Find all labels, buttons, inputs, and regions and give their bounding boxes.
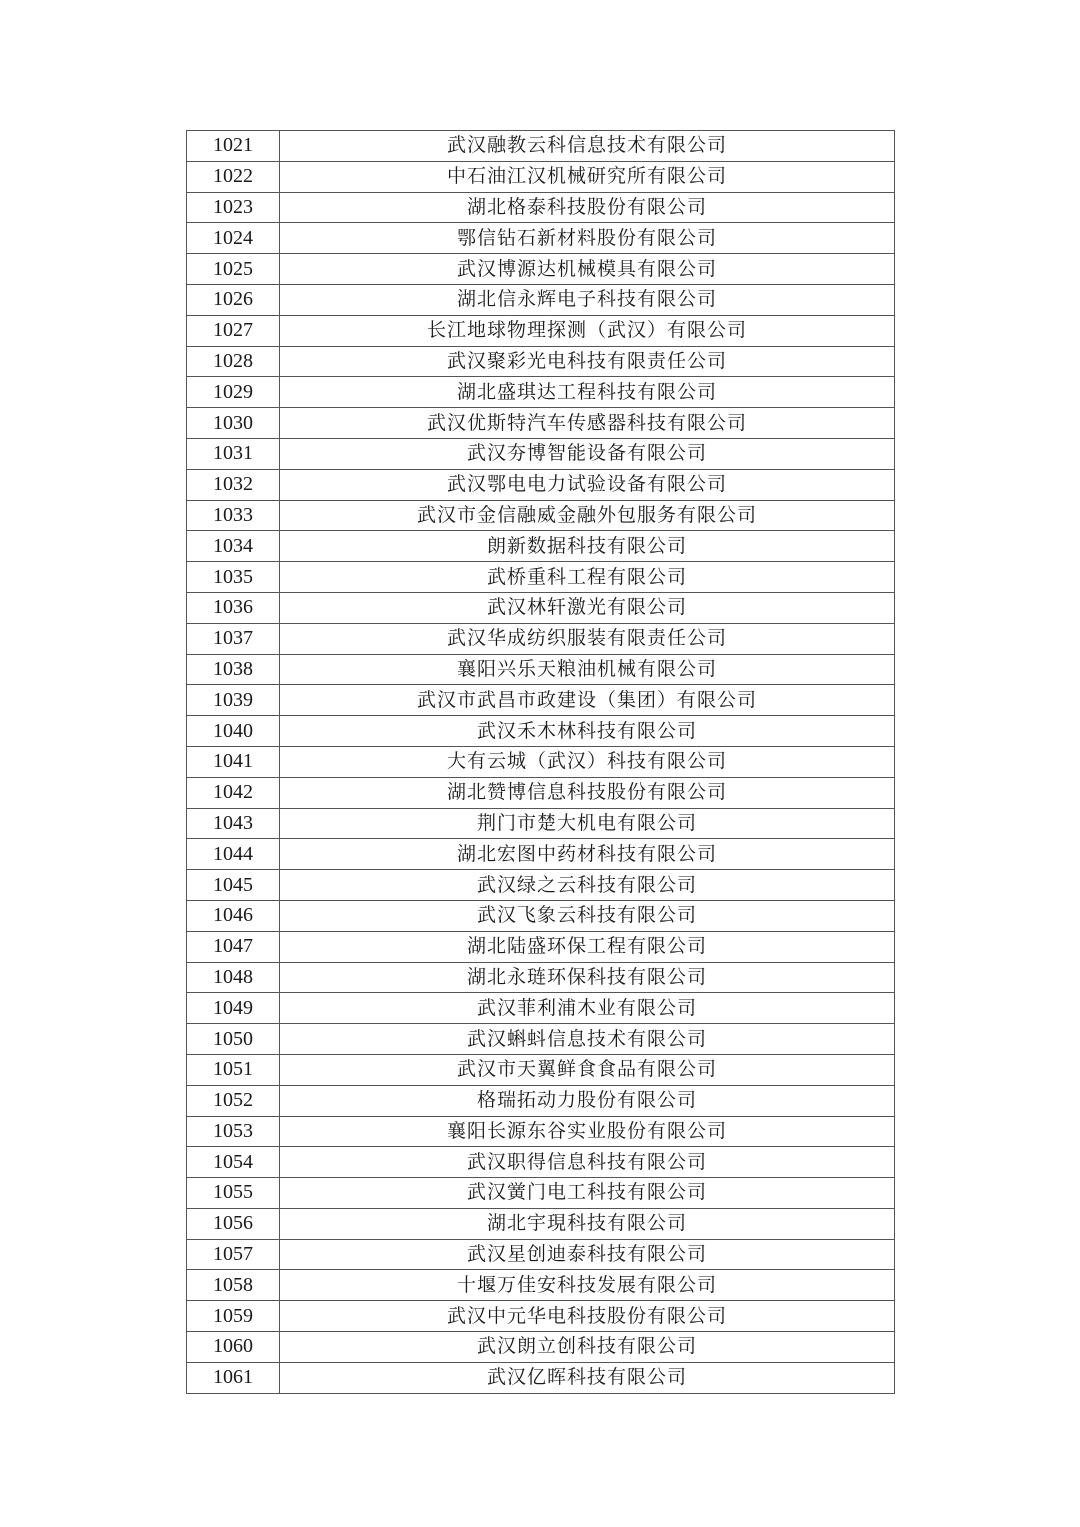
company-name-cell: 湖北宇現科技有限公司 [280,1208,895,1239]
table-row [187,777,895,808]
row-number-cell: 1037 [187,623,280,654]
company-name-cell: 湖北永琏环保科技有限公司 [280,962,895,993]
row-number-cell: 1042 [187,777,280,808]
company-name-cell: 武汉蝌蚪信息技术有限公司 [280,1024,895,1055]
table-row [187,131,895,162]
table-row [187,900,895,931]
table-row [187,315,895,346]
table-row [187,500,895,531]
company-name-cell: 武汉职得信息科技有限公司 [280,1147,895,1178]
company-name-cell: 大有云城（武汉）科技有限公司 [280,746,895,777]
company-name-cell: 武汉聚彩光电科技有限责任公司 [280,346,895,377]
table-row [187,223,895,254]
table-row [187,562,895,593]
table-row [187,1116,895,1147]
row-number-cell: 1055 [187,1178,280,1209]
row-number-cell: 1034 [187,531,280,562]
row-number-cell: 1058 [187,1270,280,1301]
table-row [187,1178,895,1209]
company-name-cell: 朗新数据科技有限公司 [280,531,895,562]
table-row [187,623,895,654]
row-number-cell: 1035 [187,562,280,593]
company-name-cell: 湖北格泰科技股份有限公司 [280,192,895,223]
company-name-cell: 湖北宏图中药材科技有限公司 [280,839,895,870]
company-name-cell: 武汉市武昌市政建设（集团）有限公司 [280,685,895,716]
table-row [187,1301,895,1332]
table-row [187,808,895,839]
table-row [187,931,895,962]
row-number-cell: 1045 [187,870,280,901]
row-number-cell: 1041 [187,746,280,777]
row-number-cell: 1024 [187,223,280,254]
row-number-cell: 1033 [187,500,280,531]
row-number-cell: 1028 [187,346,280,377]
row-number-cell: 1049 [187,993,280,1024]
row-number-cell: 1027 [187,315,280,346]
table-row [187,1054,895,1085]
company-name-cell: 格瑞拓动力股份有限公司 [280,1085,895,1116]
company-list-table [186,130,895,1394]
row-number-cell: 1056 [187,1208,280,1239]
table-row [187,1362,895,1393]
table-row [187,408,895,439]
row-number-cell: 1039 [187,685,280,716]
table-body [187,131,895,1394]
row-number-cell: 1043 [187,808,280,839]
table-row [187,654,895,685]
row-number-cell: 1047 [187,931,280,962]
row-number-cell: 1029 [187,377,280,408]
company-name-cell: 武汉禾木林科技有限公司 [280,716,895,747]
company-name-cell: 武汉融教云科信息技术有限公司 [280,131,895,162]
table-row [187,1024,895,1055]
table-row [187,1147,895,1178]
company-name-cell: 武汉中元华电科技股份有限公司 [280,1301,895,1332]
table-row [187,161,895,192]
row-number-cell: 1030 [187,408,280,439]
row-number-cell: 1021 [187,131,280,162]
row-number-cell: 1051 [187,1054,280,1085]
table-row [187,284,895,315]
row-number-cell: 1048 [187,962,280,993]
table-row [187,254,895,285]
company-name-cell: 湖北陆盛环保工程有限公司 [280,931,895,962]
table-row [187,716,895,747]
company-name-cell: 武汉菲利浦木业有限公司 [280,993,895,1024]
row-number-cell: 1057 [187,1239,280,1270]
company-name-cell: 长江地球物理探测（武汉）有限公司 [280,315,895,346]
company-name-cell: 襄阳兴乐天粮油机械有限公司 [280,654,895,685]
table-row [187,192,895,223]
company-name-cell: 襄阳长源东谷实业股份有限公司 [280,1116,895,1147]
table-row [187,685,895,716]
company-name-cell: 湖北盛琪达工程科技有限公司 [280,377,895,408]
table-row [187,870,895,901]
row-number-cell: 1059 [187,1301,280,1332]
row-number-cell: 1044 [187,839,280,870]
company-name-cell: 武汉飞象云科技有限公司 [280,900,895,931]
table-row [187,377,895,408]
company-name-cell: 武汉市金信融威金融外包服务有限公司 [280,500,895,531]
row-number-cell: 1023 [187,192,280,223]
table-row [187,531,895,562]
table-row [187,1239,895,1270]
row-number-cell: 1052 [187,1085,280,1116]
row-number-cell: 1061 [187,1362,280,1393]
row-number-cell: 1040 [187,716,280,747]
row-number-cell: 1050 [187,1024,280,1055]
company-name-cell: 武汉夯博智能设备有限公司 [280,438,895,469]
company-name-cell: 中石油江汉机械研究所有限公司 [280,161,895,192]
table-row [187,1208,895,1239]
table-row [187,438,895,469]
table-row [187,592,895,623]
company-name-cell: 武桥重科工程有限公司 [280,562,895,593]
table-row [187,469,895,500]
company-name-cell: 武汉华成纺织服装有限责任公司 [280,623,895,654]
table-row [187,1332,895,1363]
company-name-cell: 武汉星创迪泰科技有限公司 [280,1239,895,1270]
company-name-cell: 武汉鄂电电力试验设备有限公司 [280,469,895,500]
row-number-cell: 1031 [187,438,280,469]
company-name-cell: 十堰万佳安科技发展有限公司 [280,1270,895,1301]
row-number-cell: 1032 [187,469,280,500]
company-name-cell: 鄂信钻石新材料股份有限公司 [280,223,895,254]
table-row [187,1085,895,1116]
company-name-cell: 武汉优斯特汽车传感器科技有限公司 [280,408,895,439]
company-name-cell: 武汉绿之云科技有限公司 [280,870,895,901]
company-name-cell: 武汉林轩激光有限公司 [280,592,895,623]
row-number-cell: 1060 [187,1332,280,1363]
row-number-cell: 1054 [187,1147,280,1178]
row-number-cell: 1026 [187,284,280,315]
row-number-cell: 1036 [187,592,280,623]
company-name-cell: 武汉亿晖科技有限公司 [280,1362,895,1393]
company-name-cell: 武汉朗立创科技有限公司 [280,1332,895,1363]
table-row [187,746,895,777]
row-number-cell: 1022 [187,161,280,192]
table-row [187,1270,895,1301]
table-row [187,839,895,870]
row-number-cell: 1025 [187,254,280,285]
table-row [187,346,895,377]
row-number-cell: 1038 [187,654,280,685]
company-name-cell: 湖北信永辉电子科技有限公司 [280,284,895,315]
row-number-cell: 1053 [187,1116,280,1147]
table-row [187,962,895,993]
company-name-cell: 湖北赞博信息科技股份有限公司 [280,777,895,808]
company-name-cell: 武汉市天翼鲜食食品有限公司 [280,1054,895,1085]
company-name-cell: 荆门市楚大机电有限公司 [280,808,895,839]
company-name-cell: 武汉黉门电工科技有限公司 [280,1178,895,1209]
row-number-cell: 1046 [187,900,280,931]
company-name-cell: 武汉博源达机械模具有限公司 [280,254,895,285]
table-row [187,993,895,1024]
